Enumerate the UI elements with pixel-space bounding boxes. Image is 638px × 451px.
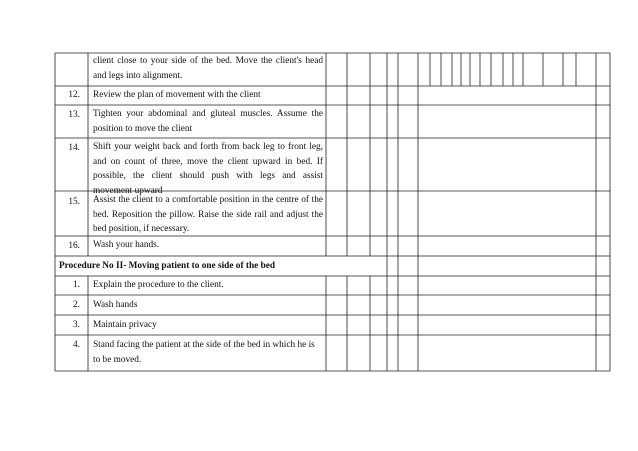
row-text: Wash hands bbox=[93, 300, 138, 310]
row-text: Wash your hands. bbox=[93, 240, 160, 250]
row-text: Review the plan of movement with the client bbox=[93, 90, 261, 100]
row-text: client close to your side of the bed. Move the client's head and legs into alignment. bbox=[93, 56, 323, 81]
procedure-heading: Procedure No II- Moving patient to one side of the bed bbox=[59, 261, 276, 271]
row-number: 12. bbox=[68, 90, 80, 100]
row-number: 1. bbox=[73, 280, 80, 290]
row-number: 15. bbox=[68, 197, 80, 207]
row-text: Tighten your abdominal and gluteal muscles. Assume the position to move the client bbox=[93, 109, 323, 134]
row-number: 16. bbox=[68, 241, 80, 251]
row-number: 13. bbox=[68, 110, 80, 120]
row-text: Assist the client to a comfortable position in the centre of the bed. Reposition the pillow. Raise the side rail and adjust the bed position, if necessary. bbox=[93, 195, 323, 235]
row-number: 4. bbox=[73, 340, 80, 350]
row-text: Stand facing the patient at the side of the bed in which he is to be moved. bbox=[93, 340, 315, 365]
row-number: 14. bbox=[68, 143, 80, 153]
row-number: 3. bbox=[73, 320, 80, 330]
row-text: Explain the procedure to the client. bbox=[93, 280, 224, 290]
row-text: Shift your weight back and forth from back leg to front leg, and on count of three, move the client upward in bed. If possible, the client should push with legs and assist movement upward bbox=[93, 142, 323, 196]
row-text: Maintain privacy bbox=[93, 320, 157, 330]
row-number: 2. bbox=[73, 300, 80, 310]
